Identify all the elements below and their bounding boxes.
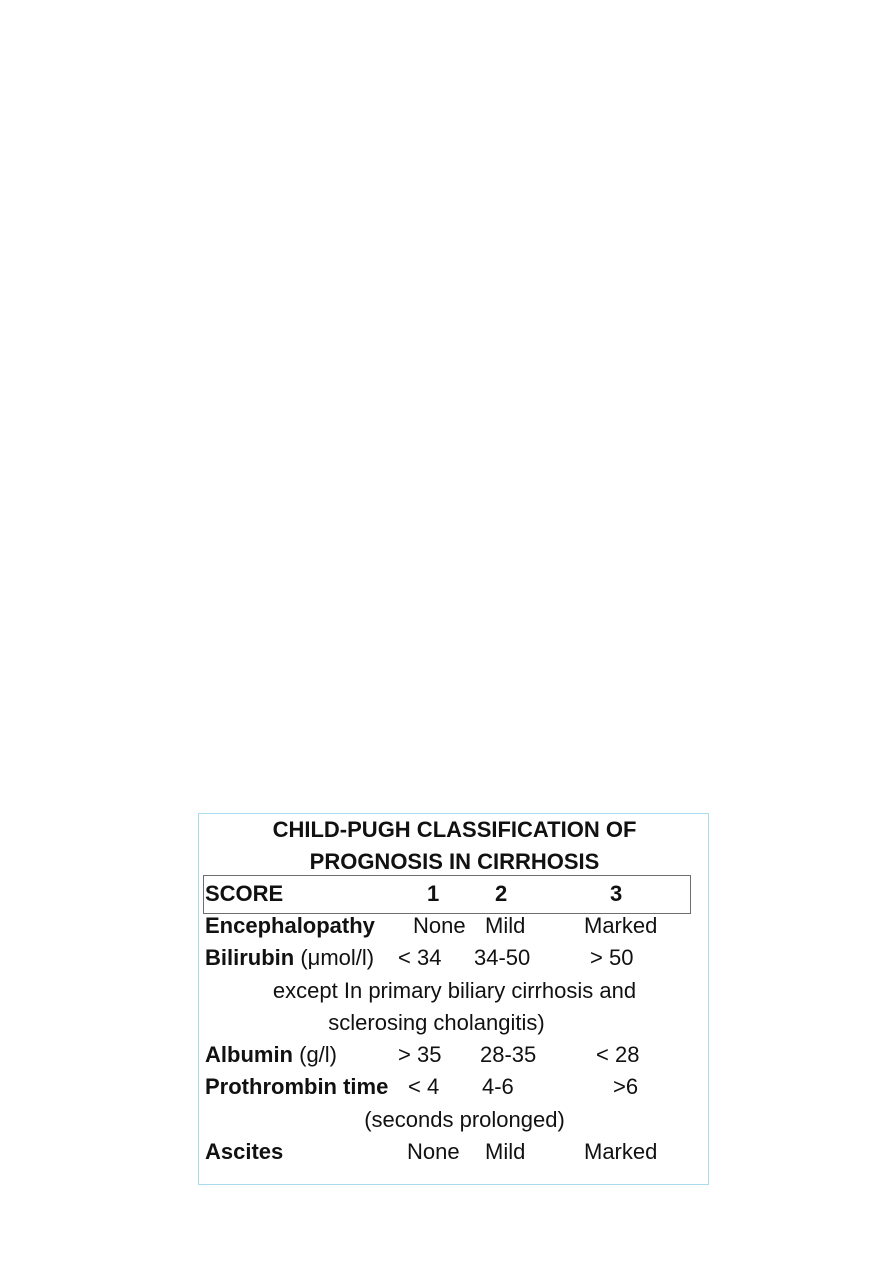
albumin-score-3: < 28	[596, 1042, 640, 1067]
score-1-header: 1	[427, 881, 440, 906]
prothrombin-score-1: < 4	[408, 1074, 440, 1099]
ascites-score-1: None	[407, 1139, 460, 1164]
bilirubin-score-3: > 50	[590, 945, 634, 970]
row-name: Ascites	[205, 1139, 284, 1164]
bilirubin-score-2: 34-50	[474, 945, 531, 970]
row-bilirubin-label	[205, 945, 374, 971]
row-ascites-label	[205, 1139, 283, 1165]
row-unit: (g/l)	[293, 1042, 337, 1067]
prothrombin-note: (seconds prolonged)	[364, 1107, 565, 1132]
score-3-header: 3	[610, 881, 623, 906]
ascites-score-3: Marked	[584, 1139, 658, 1164]
bilirubin-note-line-1: except In primary biliary cirrhosis and	[272, 978, 637, 1003]
albumin-score-1: > 35	[398, 1042, 442, 1067]
table-title-line-2: PROGNOSIS IN CIRRHOSIS	[309, 849, 600, 874]
row-unit: (μmol/l)	[294, 945, 375, 970]
encephalopathy-score-2: Mild	[485, 913, 526, 938]
score-header-label: SCORE	[205, 881, 284, 906]
table-title-line-1: CHILD-PUGH CLASSIFICATION OF	[272, 817, 637, 842]
row-name: Bilirubin	[205, 945, 295, 970]
row-name: Prothrombin time	[205, 1074, 389, 1099]
row-name: Encephalopathy	[205, 913, 375, 938]
bilirubin-score-1: < 34	[398, 945, 442, 970]
albumin-score-2: 28-35	[480, 1042, 537, 1067]
ascites-score-2: Mild	[485, 1139, 526, 1164]
score-2-header: 2	[495, 881, 508, 906]
prothrombin-score-2: 4-6	[482, 1074, 514, 1099]
encephalopathy-score-1: None	[413, 913, 466, 938]
row-prothrombin-label	[205, 1074, 388, 1100]
row-name: Albumin	[205, 1042, 293, 1067]
child-pugh-table	[198, 813, 709, 1185]
row-albumin-label	[205, 1042, 337, 1068]
encephalopathy-score-3: Marked	[584, 913, 658, 938]
row-encephalopathy-label	[205, 913, 375, 939]
prothrombin-score-3: >6	[613, 1074, 639, 1099]
bilirubin-note-line-2: sclerosing cholangitis)	[328, 1010, 545, 1035]
